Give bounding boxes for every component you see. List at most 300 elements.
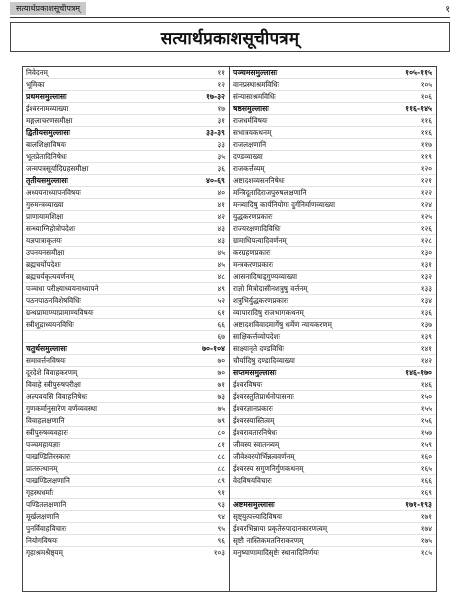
toc-entry-title — [230, 428, 408, 438]
toc-entry-page: ३१ — [217, 115, 225, 125]
toc-entry-title-text: युद्धकरणप्रकारः — [233, 211, 273, 221]
toc-entry-page: ४३ — [217, 235, 225, 245]
toc-entry-title — [23, 488, 201, 498]
toc-entry-title — [230, 68, 405, 78]
toc-entry-title-text: पाखण्डिलक्षणानि — [26, 475, 70, 485]
toc-entry-title — [230, 140, 408, 150]
toc-entry-title-text: ईश्वरविषयः — [233, 379, 263, 389]
toc-row — [230, 259, 436, 271]
toc-entry-page: १२१ — [420, 175, 432, 185]
toc-entry-title-text: ब्रह्मचर्यकृत्यवर्णनम् — [26, 271, 74, 281]
toc-row — [230, 199, 436, 211]
toc-entry-title-text: सप्तमसमुल्लासः — [233, 367, 277, 377]
toc-entry-title — [23, 188, 201, 198]
toc-entry-page: १०५-११५ — [405, 67, 432, 77]
toc-entry-title — [230, 404, 408, 414]
toc-entry-title — [230, 416, 408, 426]
toc-entry-page: ९३ — [217, 499, 225, 509]
toc-entry-title-text: शत्रुभिर्युद्धकरणप्रकारः — [233, 295, 289, 305]
toc-row — [230, 235, 436, 247]
toc-entry-page: ४५ — [217, 259, 225, 269]
toc-entry-title-text: मन्त्रिदूतादिराजपुरुषलक्षणानि — [233, 187, 307, 197]
toc-entry-title — [230, 104, 405, 114]
toc-right-column — [230, 67, 436, 591]
toc-entry-title-text: चतुर्थसमुल्लासः — [26, 343, 67, 353]
toc-entry-title-text: सन्ध्याग्निहोत्रोपदेशः — [26, 223, 76, 233]
toc-entry-page: ७५ — [217, 403, 225, 413]
toc-row — [23, 271, 229, 283]
toc-entry-title-text: पञ्चमहायज्ञाः — [26, 439, 61, 449]
toc-entry-title-text: पञ्चधा परीक्ष्याध्ययनाध्यापने — [26, 283, 99, 293]
toc-entry-page: १३१ — [420, 259, 432, 269]
toc-entry-page: ४८ — [217, 271, 225, 281]
toc-entry-title-text: ग्रन्थप्रामाण्याप्रामाण्यविषयः — [26, 307, 94, 317]
toc-entry-title-text: साक्षिकर्त्तव्योपदेशः — [233, 331, 280, 341]
toc-entry-title — [23, 356, 201, 366]
toc-entry-title-text: वानप्रस्थाश्रमविधिः — [233, 79, 280, 89]
toc-entry-title — [230, 260, 408, 270]
toc-entry-page: ६७ — [217, 331, 225, 341]
toc-row — [23, 535, 229, 547]
toc-entry-page: १३३ — [420, 283, 432, 293]
toc-entry-page: १२५ — [420, 211, 432, 221]
toc-entry-page: ७३ — [217, 391, 225, 401]
toc-entry-title-text: नियोगविषयः — [26, 535, 58, 545]
toc-entry-title-text: स्त्रीशूद्राध्ययनविधिः — [26, 319, 74, 329]
toc-entry-title — [23, 116, 201, 126]
toc-entry-page: ९५ — [217, 523, 225, 533]
toc-entry-title-text: प्रातरुत्थानम् — [26, 463, 58, 473]
toc-row — [23, 211, 229, 223]
toc-entry-title-text: प्रथमसमुल्लासः — [26, 91, 67, 101]
toc-entry-title-text: राजधर्मविषयः — [233, 115, 268, 125]
toc-entry-title-text: साक्ष्यानृते दण्डविधिः — [233, 343, 284, 353]
toc-entry-page: ७१ — [217, 379, 225, 389]
toc-row — [23, 403, 229, 415]
toc-entry-title — [230, 320, 408, 330]
toc-entry-title-text: अध्ययनाध्यापनविषयः — [26, 187, 81, 197]
toc-entry-page: १४६-१७० — [405, 367, 432, 377]
toc-entry-page: १२२ — [420, 187, 432, 197]
toc-entry-title — [23, 440, 201, 450]
toc-chapter-row — [230, 67, 436, 79]
toc-entry-title-text: पाखण्डितिरस्कारः — [26, 451, 71, 461]
toc-entry-title-text: गुणकर्मानुसारेण वर्णव्यवस्था — [26, 403, 97, 413]
toc-row — [230, 127, 436, 139]
toc-entry-page: ११६ — [420, 127, 432, 137]
toc-entry-title-text: सभात्रयकथनम् — [233, 127, 272, 137]
toc-row — [230, 283, 436, 295]
toc-entry-title — [230, 152, 408, 162]
toc-entry-title — [230, 368, 405, 378]
toc-entry-title — [230, 212, 408, 222]
toc-left-column — [23, 67, 230, 591]
toc-entry-title-text: ईश्वरस्यास्तित्वम् — [233, 415, 275, 425]
toc-entry-title — [230, 548, 408, 558]
toc-title: सत्यार्थप्रकाशसूचीपत्रम् — [160, 28, 300, 49]
toc-row — [230, 79, 436, 91]
toc-row — [23, 415, 229, 427]
toc-entry-title-text: गृहाश्रमश्रैष्ठ्यम् — [26, 547, 63, 557]
toc-row — [23, 235, 229, 247]
toc-entry-title-text: यज्ञपात्राकृतयः — [26, 235, 62, 245]
toc-row — [23, 439, 229, 451]
toc-entry-page: १४२ — [420, 355, 432, 365]
toc-entry-title — [23, 284, 201, 294]
toc-entry-title — [230, 272, 408, 282]
toc-entry-title — [230, 380, 408, 390]
toc-row — [230, 151, 436, 163]
toc-entry-page: १७५ — [420, 535, 432, 545]
toc-row — [23, 547, 229, 558]
toc-entry-title — [23, 80, 201, 90]
toc-entry-page: १३० — [420, 247, 432, 257]
header-rule — [10, 17, 450, 18]
toc-row — [230, 163, 436, 175]
toc-entry-page: १३७ — [420, 319, 432, 329]
toc-row — [230, 271, 436, 283]
toc-entry-title-text: ब्रह्मचर्योपदेशः — [26, 259, 61, 269]
toc-row — [230, 475, 436, 487]
toc-entry-page: ७०-१०४ — [202, 343, 225, 353]
toc-entry-title-text: ईश्वरस्य सगुणनिर्गुणकथनम् — [233, 463, 304, 473]
toc-entry-title — [230, 500, 405, 510]
toc-row — [230, 355, 436, 367]
toc-row — [23, 499, 229, 511]
toc-row — [230, 115, 436, 127]
toc-row — [23, 259, 229, 271]
toc-entry-title-text: सृष्ट्युत्पत्त्यादिविषयः — [233, 511, 283, 521]
toc-entry-title-text: मूर्खलक्षणानि — [26, 511, 60, 521]
toc-entry-page: १०६ — [420, 91, 432, 101]
toc-entry-page: १७१ — [420, 511, 432, 521]
toc-entry-title-text: करग्रहणप्रकारः — [233, 247, 271, 257]
toc-entry-title — [23, 320, 201, 330]
toc-entry-page: ११६ — [420, 115, 432, 125]
toc-entry-title — [230, 356, 408, 366]
toc-entry-title-text: उपनयनसमीक्षा — [26, 247, 65, 257]
toc-entry-title — [230, 308, 408, 318]
toc-entry-title — [230, 92, 408, 102]
toc-entry-title — [230, 524, 408, 534]
toc-row — [230, 139, 436, 151]
toc-entry-page: १३६ — [420, 307, 432, 317]
toc-row — [230, 331, 436, 343]
toc-entry-title — [23, 224, 201, 234]
toc-entry-title — [230, 188, 408, 198]
toc-entry-page: १४१ — [420, 343, 432, 353]
toc-entry-title — [23, 452, 201, 462]
toc-entry-title-text: गुरुमन्त्रव्याख्या — [26, 199, 64, 209]
toc-entry-page: ९६ — [217, 535, 225, 545]
toc-entry-title-text: पठनपाठनविशेषविधिः — [26, 295, 81, 305]
running-title: सत्यार्थप्रकाशसूचीपत्रम् — [10, 2, 86, 15]
toc-entry-title-text: मनुष्याणामादिसृष्टेः स्थानादिनिर्णयः — [233, 547, 319, 557]
toc-row — [23, 451, 229, 463]
toc-row — [23, 295, 229, 307]
toc-entry-title — [230, 452, 408, 462]
toc-entry-title-text: ईश्वरज्ञानप्रकारः — [233, 403, 273, 413]
toc-entry-page: १७ — [217, 103, 225, 113]
toc-entry-page: १७१-१९३ — [405, 499, 432, 509]
toc-chapter-row — [230, 367, 436, 379]
toc-chapter-row — [23, 91, 229, 103]
toc-entry-title — [23, 128, 201, 138]
toc-entry-title-text: जन्मपत्रसूर्यादिग्रहसमीक्षा — [26, 163, 89, 173]
toc-entry-page: १६९ — [420, 487, 432, 497]
page-number: १ — [445, 5, 450, 15]
toc-row — [230, 535, 436, 547]
toc-entry-page: ८८ — [217, 451, 225, 461]
toc-entry-page: ११ — [217, 67, 225, 77]
toc-entry-page: १५६ — [420, 415, 432, 425]
toc-entry-page: १७-३२ — [206, 91, 225, 101]
toc-row — [230, 175, 436, 187]
toc-entry-title — [23, 104, 201, 114]
toc-entry-title-text: मन्त्रकरणप्रकारः — [233, 259, 274, 269]
toc-entry-title-text: विवाहे स्त्रीपुरुषपरीक्षा — [26, 379, 81, 389]
toc-entry-title-text: वेदविषयविचारः — [233, 475, 272, 485]
toc-row — [23, 511, 229, 523]
toc-entry-title-text: विवाहलक्षणानि — [26, 415, 65, 425]
toc-row — [23, 427, 229, 439]
toc-entry-title — [23, 524, 201, 534]
toc-entry-page: ६१ — [217, 307, 225, 317]
toc-row — [23, 67, 229, 79]
toc-entry-page: ८८ — [217, 463, 225, 473]
toc-entry-page: ७० — [217, 367, 225, 377]
toc-row — [23, 487, 229, 499]
toc-entry-page: ८० — [217, 427, 225, 437]
toc-entry-page: ११६-१४५ — [405, 103, 432, 113]
toc-row — [23, 463, 229, 475]
toc-entry-title — [23, 392, 201, 402]
toc-row — [230, 319, 436, 331]
toc-entry-page: १५७ — [420, 427, 432, 437]
toc-row — [23, 283, 229, 295]
toc-entry-title-text: अष्टादशविवादमार्गेषु धर्मेण न्यायकरणम् — [233, 319, 332, 329]
toc-entry-title-text: चौर्यादिषु दण्डादिव्याख्या — [233, 355, 295, 365]
toc-entry-title-text: ईश्वरावतारनिषेधः — [233, 427, 278, 437]
toc-row — [23, 475, 229, 487]
toc-chapter-row — [230, 499, 436, 511]
toc-entry-title — [230, 164, 408, 174]
toc-entry-page: १५५ — [420, 403, 432, 413]
toc-row — [230, 223, 436, 235]
toc-entry-page: ४९ — [217, 283, 225, 293]
toc-entry-title — [230, 464, 408, 474]
toc-entry-page: १२ — [217, 79, 225, 89]
toc-entry-title-text: प्राणायामशिक्षा — [26, 211, 64, 221]
toc-row — [230, 487, 436, 499]
toc-entry-page: ३३ — [217, 139, 225, 149]
toc-entry-title — [230, 512, 408, 522]
toc-entry-title — [230, 248, 408, 258]
toc-entry-title — [23, 200, 201, 210]
toc-chapter-row — [23, 175, 229, 187]
toc-row — [23, 307, 229, 319]
toc-entry-page: १३९ — [420, 331, 432, 341]
toc-entry-title — [23, 260, 201, 270]
toc-entry-title-text: ग्रामाधिपत्यादिवर्णनम् — [233, 235, 287, 245]
toc-entry-title-text: दूरदेशे विवाहकरणम् — [26, 367, 78, 377]
toc-entry-title — [23, 416, 201, 426]
toc-entry-title-text: ईश्वरस्तुतिप्रार्थनोपासनाः — [233, 391, 294, 401]
toc-row — [23, 223, 229, 235]
toc-entry-page: ८१ — [217, 439, 225, 449]
toc-row — [230, 211, 436, 223]
toc-chapter-row — [23, 127, 229, 139]
toc-entry-page: ९१ — [217, 487, 225, 497]
toc-entry-title — [230, 224, 408, 234]
toc-row — [230, 427, 436, 439]
toc-entry-title — [230, 80, 408, 90]
toc-entry-page: १७४ — [420, 523, 432, 533]
toc-row — [230, 547, 436, 558]
toc-entry-title — [23, 68, 201, 78]
toc-entry-title-text: पण्डितलक्षणानि — [26, 499, 67, 509]
toc-row — [230, 451, 436, 463]
toc-entry-page: १६६ — [420, 475, 432, 485]
toc-entry-page: ११९ — [420, 151, 432, 161]
toc-entry-title — [230, 344, 408, 354]
toc-entry-title — [230, 176, 408, 186]
toc-entry-page: ४० — [217, 187, 225, 197]
toc-row — [23, 247, 229, 259]
toc-entry-title-text: सृष्टौ नास्तिकमतनिराकरणम् — [233, 535, 304, 545]
toc-row — [230, 343, 436, 355]
toc-entry-title — [23, 476, 201, 486]
toc-entry-title — [23, 212, 201, 222]
toc-entry-page: १५९ — [420, 439, 432, 449]
toc-row — [230, 415, 436, 427]
toc-entry-page: १२६ — [420, 223, 432, 233]
toc-entry-title — [23, 344, 201, 354]
toc-row — [23, 103, 229, 115]
toc-entry-title-text: समावर्त्तनविषयः — [26, 355, 66, 365]
toc-row — [23, 139, 229, 151]
toc-entry-title-text: संन्यासाश्रमविधिः — [233, 91, 276, 101]
toc-entry-title-text: आसनादिषाड्गुण्यव्याख्या — [233, 271, 297, 281]
toc-entry-title-text: पुनर्विवाहविचारः — [26, 523, 67, 533]
toc-row — [23, 367, 229, 379]
toc-entry-title-text: अल्पवयसि विवाहनिषेधः — [26, 391, 88, 401]
toc-entry-title-text: ईश्वरनामव्याख्या — [26, 103, 69, 113]
toc-entry-title — [23, 248, 201, 258]
toc-entry-title-text: स्त्रीपुरुषव्यवहारः — [26, 427, 68, 437]
toc-row — [23, 379, 229, 391]
toc-entry-title — [23, 500, 201, 510]
toc-entry-title-text: ईश्वरभिन्नाया प्रकृतेरुपादानकारणत्वम् — [233, 523, 328, 533]
toc-chapter-row — [23, 343, 229, 355]
toc-title-box — [10, 22, 450, 52]
toc-entry-title-text: मन्त्र्यादिषु कार्यनियोगः दुर्गनिर्माणव्याख्या — [233, 199, 335, 209]
toc-entry-title — [230, 116, 408, 126]
toc-row — [23, 163, 229, 175]
toc-entry-title-text: व्यापारादिषु राजभागकथनम् — [233, 307, 304, 317]
toc-entry-title-text: भूमिका — [26, 79, 45, 89]
toc-entry-title — [23, 236, 201, 246]
toc-entry-title-text: दण्डव्याख्या — [233, 151, 263, 161]
toc-entry-page: १०५ — [420, 79, 432, 89]
toc-entry-page: १५० — [420, 391, 432, 401]
toc-entry-title-text: मङ्गलाचरणसमीक्षा — [26, 115, 73, 125]
toc-entry-title — [23, 368, 201, 378]
toc-row — [23, 187, 229, 199]
toc-entry-title — [23, 464, 201, 474]
toc-entry-page: १६० — [420, 451, 432, 461]
toc-row — [23, 151, 229, 163]
toc-entry-page: १३२ — [420, 271, 432, 281]
toc-entry-title — [23, 548, 201, 558]
toc-entry-title — [23, 308, 201, 318]
toc-entry-title-text: जीवेश्वरयोर्भिन्नत्ववर्णनम् — [233, 451, 295, 461]
toc-entry-page: ३६ — [217, 163, 225, 173]
toc-entry-title — [23, 272, 201, 282]
toc-entry-page: १८५ — [420, 547, 432, 557]
toc-entry-page: ७० — [217, 355, 225, 365]
toc-entry-title — [23, 176, 201, 186]
toc-entry-title-text: अष्टमसमुल्लासः — [233, 499, 275, 509]
toc-entry-title-text: षष्ठसमुल्लासः — [233, 103, 269, 113]
toc-entry-title — [230, 284, 408, 294]
toc-row — [230, 91, 436, 103]
toc-row — [23, 319, 229, 331]
toc-row — [230, 187, 436, 199]
toc-row — [230, 403, 436, 415]
toc-entry-title — [23, 92, 201, 102]
toc-row — [230, 307, 436, 319]
toc-entry-page: ११७ — [420, 139, 432, 149]
toc-row — [230, 295, 436, 307]
toc-entry-page: ४१ — [217, 199, 225, 209]
toc-entry-page: १२८ — [420, 235, 432, 245]
toc-entry-title — [230, 476, 408, 486]
toc-chapter-row — [230, 103, 436, 115]
toc-entry-page: ४२ — [217, 211, 225, 221]
toc-entry-title-text: गृहस्थधर्माः — [26, 487, 54, 497]
toc-entry-page: ३५ — [217, 151, 225, 161]
toc-entry-title — [230, 128, 408, 138]
toc-entry-title — [230, 392, 408, 402]
toc-entry-page: ४०-६९ — [206, 175, 225, 185]
toc-row — [23, 199, 229, 211]
toc-row — [230, 463, 436, 475]
toc-entry-title-text: पञ्चमसमुल्लासः — [233, 67, 278, 77]
toc-entry-title-text: जीवस्य स्वातन्त्र्यम् — [233, 439, 280, 449]
toc-row — [23, 523, 229, 535]
toc-entry-page: ३३-३९ — [206, 127, 225, 137]
toc-row — [230, 391, 436, 403]
toc-entry-title — [23, 536, 201, 546]
toc-entry-title — [23, 404, 201, 414]
toc-entry-title — [230, 332, 408, 342]
toc-entry-page: ९४ — [217, 511, 225, 521]
toc-row — [23, 115, 229, 127]
toc-entry-page: १४६ — [420, 379, 432, 389]
toc-row — [230, 379, 436, 391]
toc-table — [22, 66, 437, 592]
toc-row — [23, 391, 229, 403]
toc-row — [230, 247, 436, 259]
toc-row — [23, 355, 229, 367]
toc-entry-title-text: अष्टादशव्यसननिषेधः — [233, 175, 285, 185]
toc-entry-title-text: निवेदनम् — [26, 67, 48, 77]
toc-row — [230, 523, 436, 535]
toc-entry-title-text: राज्यरक्षणादिविधिः — [233, 223, 281, 233]
toc-entry-title-text: द्वितीयसमुल्लासः — [26, 127, 70, 137]
toc-entry-title — [23, 296, 201, 306]
